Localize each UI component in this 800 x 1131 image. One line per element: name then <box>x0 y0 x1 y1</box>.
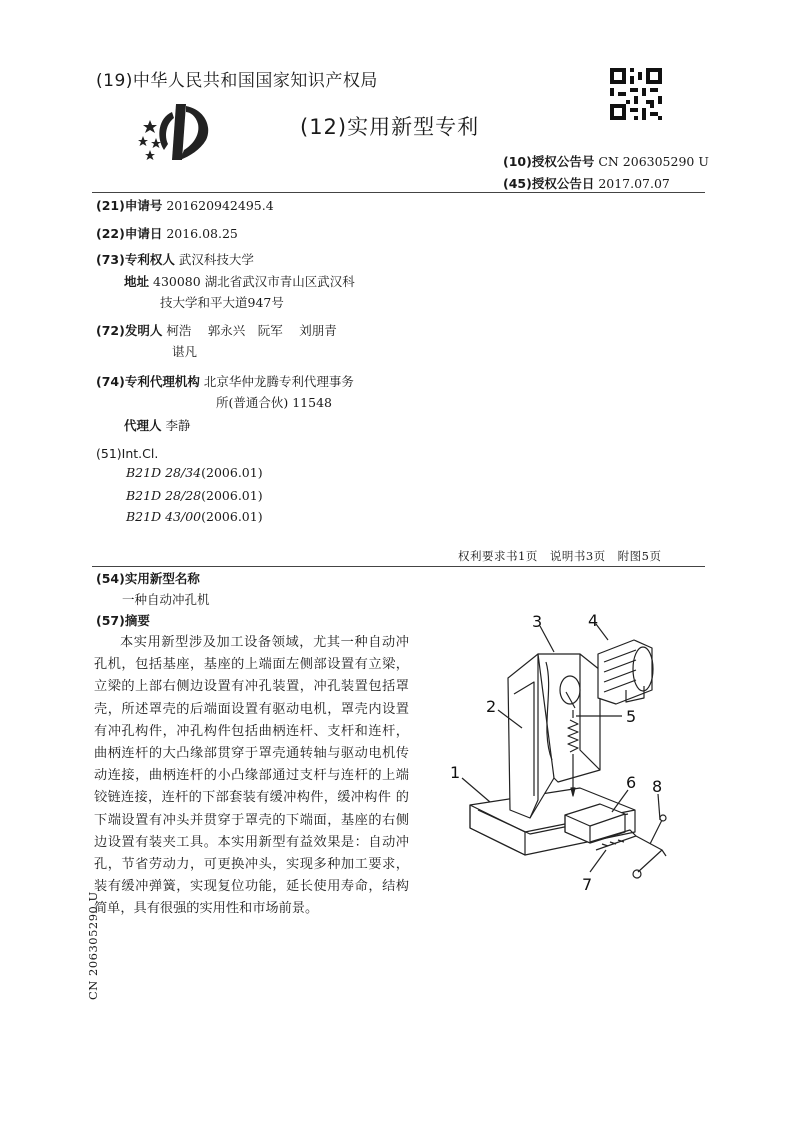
patent-agency: (74)专利代理机构 北京华仲龙腾专利代理事务 <box>96 374 354 389</box>
abstract-text: 本实用新型涉及加工设备领域，尤其一种自动冲孔机，包括基座，基座的上端面左侧部设置有立梁，立梁的上部右侧边设置有冲孔装置，冲孔装置包括罩壳，所述罩壳的后端面设置有驱动电机，罩壳内设置有冲孔构件，冲孔构件包括曲柄连杆、支杆和连杆，曲柄连杆的大凸缘部贯穿于罩壳通转轴与驱动电机传动连接，曲柄连杆的小凸缘部通过支杆与连杆的上端铰链连接，连杆的下部套装有缓冲构件，缓冲构件 的下端设置有冲头并贯穿于罩壳的下端面，基座的右侧边设置有装夹工具。本实用新型有益效果是：自动冲孔，节省劳动力，可更换冲头，实现多种加工要求，装有缓冲弹簧，实现复位功能，延长使用寿命，结构简单，具有很强的实用性和市场前景。 <box>94 635 409 917</box>
side-patent-code: CN 206305290 U <box>86 891 100 1000</box>
address-continued: 技大学和平大道947号 <box>160 295 284 310</box>
inventors: (72)发明人 柯浩 郭永兴 阮军 刘朋青 <box>96 323 337 338</box>
utility-model-title: 一种自动冲孔机 <box>122 592 210 607</box>
patent-kind: (12)实用新型专利 <box>300 115 480 139</box>
ipc-code: B21D 43/00(2006.01) <box>126 509 263 524</box>
cnipa-logo <box>128 98 218 170</box>
publication-number: (10)授权公告号 CN 206305290 U <box>503 154 709 169</box>
address: 地址 430080 湖北省武汉市青山区武汉科 <box>124 274 355 289</box>
figure-label: 4 <box>588 611 599 630</box>
figure-label: 5 <box>626 707 637 726</box>
header-divider <box>92 192 705 193</box>
patentee: (73)专利权人 武汉科技大学 <box>96 252 254 267</box>
inventors-continued: 谌凡 <box>172 344 198 359</box>
figure-label: 7 <box>582 875 593 894</box>
punch-machine-figure <box>430 610 710 900</box>
figure-label: 3 <box>532 612 543 631</box>
abstract-label: (57)摘要 <box>96 613 150 628</box>
utility-model-title-label: (54)实用新型名称 <box>96 571 200 586</box>
section-divider <box>92 566 705 567</box>
figure-label: 6 <box>626 773 637 792</box>
application-date: (22)申请日 2016.08.25 <box>96 226 238 241</box>
office-name: (19)中华人民共和国国家知识产权局 <box>96 71 378 91</box>
figure-label: 8 <box>652 777 663 796</box>
publication-number-value: CN 206305290 U <box>598 154 709 169</box>
ipc-code: B21D 28/34(2006.01) <box>126 465 263 480</box>
publication-date: (45)授权公告日 2017.07.07 <box>503 176 670 191</box>
agent: 代理人 李静 <box>124 418 191 433</box>
application-number: (21)申请号 201620942495.4 <box>96 198 274 213</box>
patent-agency-continued: 所(普通合伙) 11548 <box>216 395 332 410</box>
page-counts: 权利要求书1页 说明书3页 附图5页 <box>458 549 662 563</box>
ipc-code: B21D 28/28(2006.01) <box>126 488 263 503</box>
ipc-label: (51)Int.Cl. <box>96 446 159 461</box>
figure-label: 1 <box>450 763 461 782</box>
qr-code-icon <box>610 68 662 120</box>
figure-label: 2 <box>486 697 497 716</box>
publication-date-value: 2017.07.07 <box>598 176 670 191</box>
